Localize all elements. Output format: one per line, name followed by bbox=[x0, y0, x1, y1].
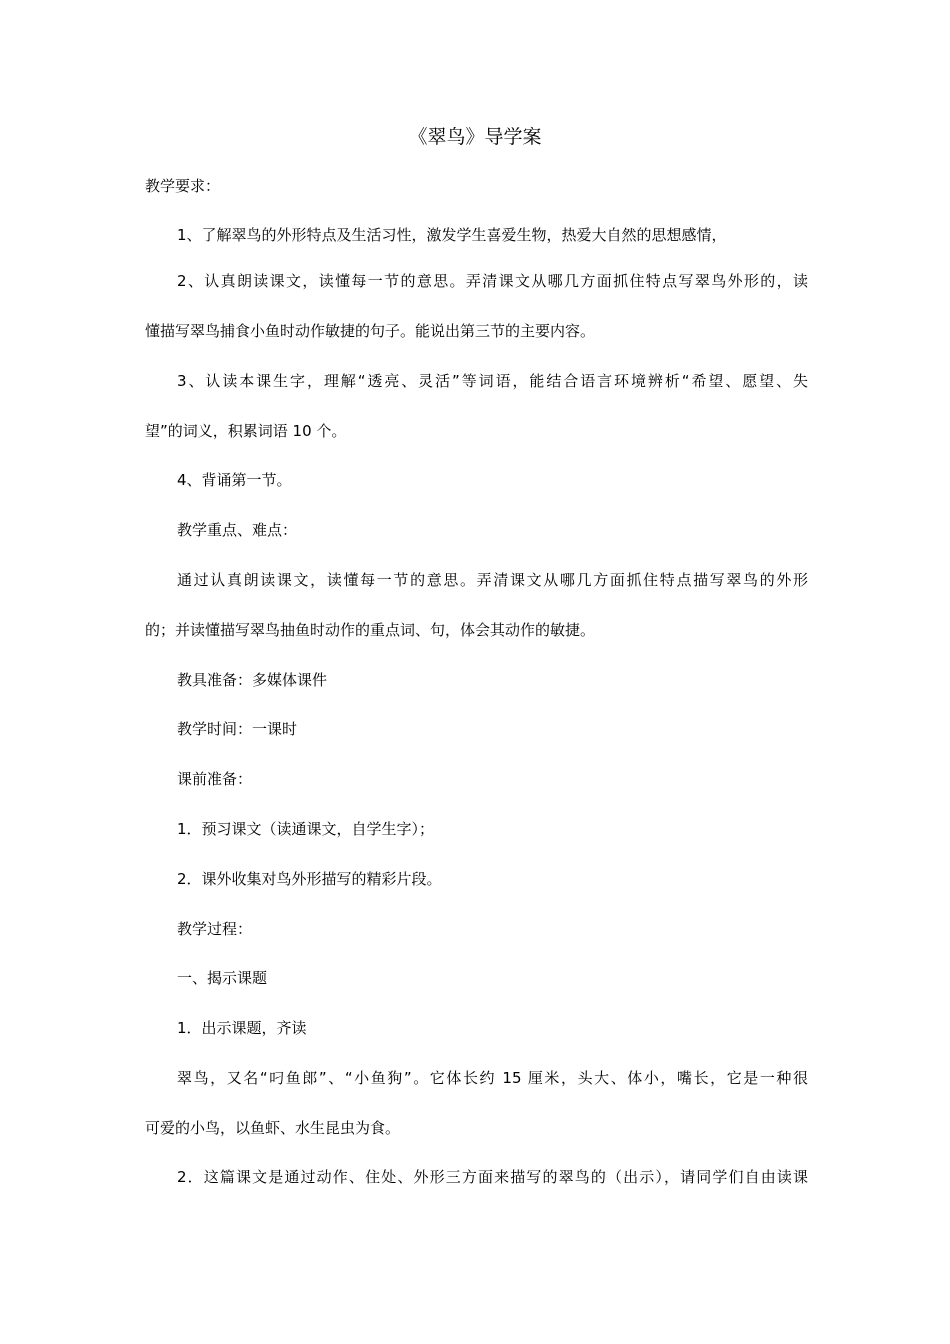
paragraph-line: 2．这篇课文是通过动作、住处、外形三方面来描写的翠鸟的（出示），请同学们自由读课 bbox=[177, 1168, 808, 1186]
paragraph-line: 2、认真朗读课文，读懂每一节的意思。弄清课文从哪几方面抓住特点写翠鸟外形的，读 bbox=[177, 272, 808, 290]
list-item: 1．出示课题，齐读 bbox=[177, 1019, 307, 1037]
section-heading: 一、揭示课题 bbox=[177, 969, 268, 987]
heading-pre-class: 课前准备： bbox=[177, 770, 253, 788]
paragraph-line: 1、了解翠鸟的外形特点及生活习性，激发学生喜爱生物，热爱大自然的思想感情， bbox=[177, 226, 727, 244]
heading-key-points: 教学重点、难点： bbox=[177, 521, 298, 539]
page-title: 《翠鸟》导学案 bbox=[408, 126, 542, 148]
heading-teaching-requirements: 教学要求： bbox=[145, 177, 221, 195]
paragraph-line: 4、背诵第一节。 bbox=[177, 471, 292, 489]
paragraph-line: 教学时间：一课时 bbox=[177, 720, 298, 738]
paragraph-line: 懂描写翠鸟捕食小鱼时动作敏捷的句子。能说出第三节的主要内容。 bbox=[145, 322, 596, 340]
paragraph-line: 的；并读懂描写翠鸟抽鱼时动作的重点词、句，体会其动作的敏捷。 bbox=[145, 621, 596, 639]
heading-process: 教学过程： bbox=[177, 920, 253, 938]
list-item: 2．课外收集对鸟外形描写的精彩片段。 bbox=[177, 870, 442, 888]
paragraph-line: 可爱的小鸟，以鱼虾、水生昆虫为食。 bbox=[145, 1119, 401, 1137]
paragraph-line: 望”的词义，积累词语 10 个。 bbox=[145, 422, 347, 440]
paragraph-line: 翠鸟，又名“叼鱼郎”、“小鱼狗”。它体长约 15 厘米，头大、体小，嘴长，它是一种很 bbox=[177, 1069, 808, 1087]
paragraph-line: 3、认读本课生字，理解“透亮、灵活”等词语，能结合语言环境辨析“希望、愿望、失 bbox=[177, 372, 808, 390]
paragraph-line: 通过认真朗读课文，读懂每一节的意思。弄清课文从哪几方面抓住特点描写翠鸟的外形 bbox=[177, 571, 808, 589]
list-item: 1．预习课文（读通课文，自学生字）； bbox=[177, 820, 435, 838]
paragraph-line: 教具准备：多媒体课件 bbox=[177, 671, 328, 689]
